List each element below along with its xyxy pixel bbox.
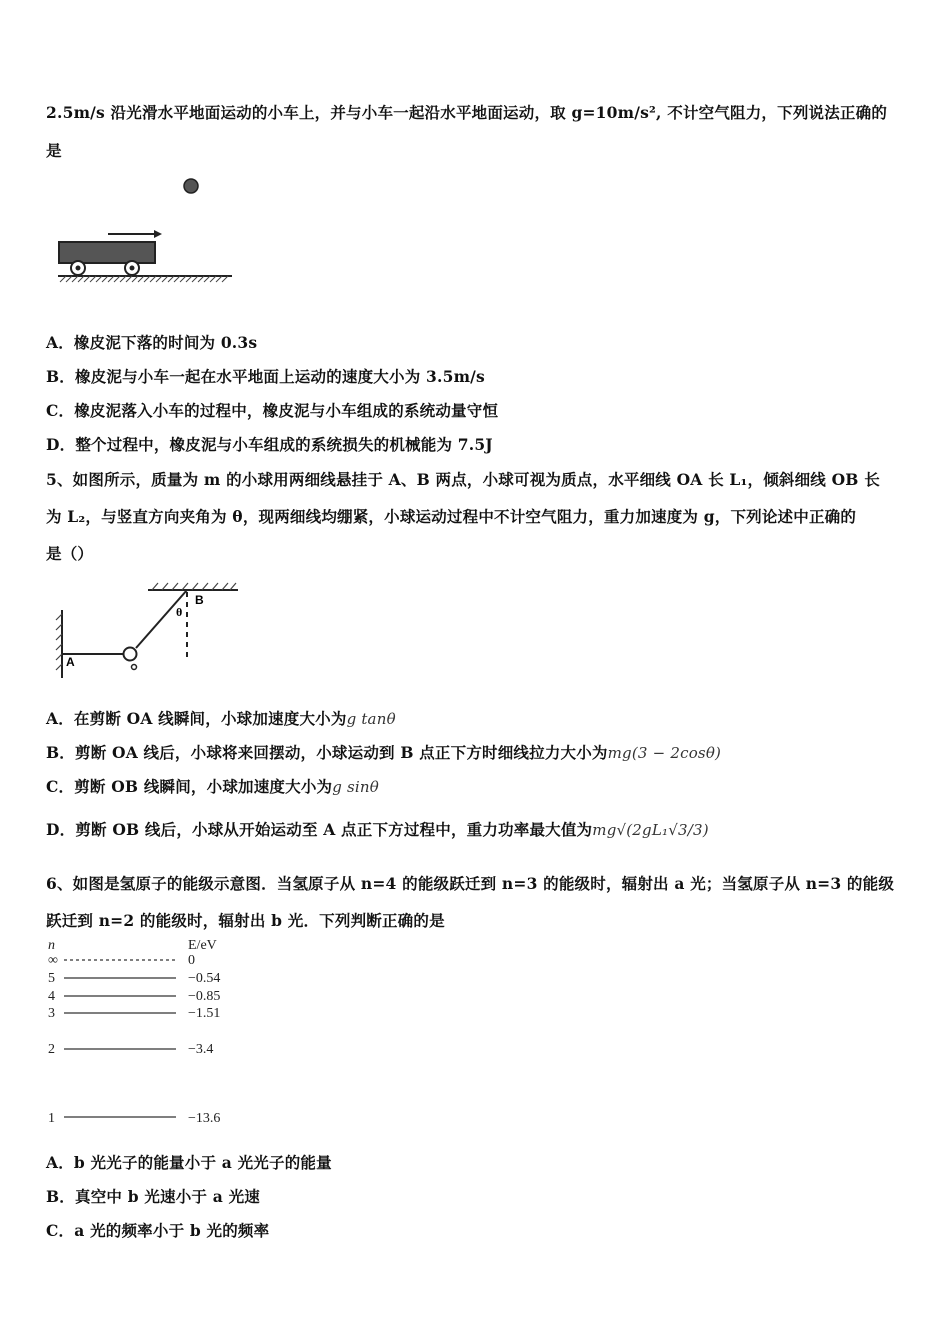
q5-option-b-math: mg(3 − 2cosθ) (607, 744, 722, 762)
q6-option-a: A．b 光光子的能量小于 a 光光子的能量 (46, 1153, 332, 1172)
diagram-n-label: n (48, 938, 55, 953)
q5-option-c-math: g sinθ (332, 778, 379, 796)
level-n-1: 1 (48, 1111, 55, 1126)
label-b: B (195, 593, 204, 607)
q5-line3: 是（） (46, 544, 94, 563)
level-e-4: −0.85 (188, 989, 221, 1004)
q6-option-c: C．a 光的频率小于 b 光的频率 (46, 1221, 270, 1240)
putty-ball (184, 179, 198, 193)
level-e-5: −0.54 (188, 971, 221, 986)
q4-option-c: C．橡皮泥落入小车的过程中，橡皮泥与小车组成的系统动量守恒 (46, 401, 499, 420)
diagram-e-label: E/eV (188, 938, 217, 953)
level-e-2: −3.4 (188, 1042, 214, 1057)
pendulum-figure (52, 580, 242, 682)
q4-option-a: A．橡皮泥下落的时间为 0.3s (46, 333, 258, 352)
q5-option-c: C．剪断 OB 线瞬间，小球加速度大小为g sinθ (46, 777, 379, 796)
energy-level-diagram (44, 936, 244, 1128)
label-a: A (66, 655, 75, 669)
arrow-head-icon (154, 230, 162, 238)
level-e-1: −13.6 (188, 1111, 221, 1126)
q6-option-b: B．真空中 b 光速小于 a 光速 (46, 1187, 260, 1206)
q6-line1: 6、如图是氢原子的能级示意图．当氢原子从 n=4 的能级跃迁到 n=3 的能级时，辐射出 a 光；当氢原子从 n=3 的能级 (46, 874, 895, 893)
level-n-3: 3 (48, 1006, 55, 1021)
level-n-2: 2 (48, 1042, 55, 1057)
q5-line1: 5、如图所示，质量为 m 的小球用两细线悬挂于 A、B 两点，小球可视为质点，水平细线 OA 长 L₁，倾斜细线 OB 长 (46, 470, 880, 489)
ball (124, 648, 137, 661)
level-n-inf: ∞ (48, 953, 58, 968)
level-n-4: 4 (48, 989, 55, 1004)
cart-body (59, 242, 155, 263)
q5-option-b: B．剪断 OA 线后，小球将来回摆动，小球运动到 B 点正下方时细线拉力大小为mg(3 − 2cosθ) (46, 743, 722, 762)
q4-option-d: D．整个过程中，橡皮泥与小车组成的系统损失的机械能为 7.5J (46, 435, 493, 454)
q5-line2: 为 L₂，与竖直方向夹角为 θ，现两细线均绷紧，小球运动过程中不计空气阻力，重力加速度为 g，下列论述中正确的 (46, 507, 857, 526)
string-ob (136, 590, 187, 648)
level-e-3: −1.51 (188, 1006, 221, 1021)
level-e-inf: 0 (188, 953, 195, 968)
q4-intro-line1: 2.5m/s 沿光滑水平地面运动的小车上，并与小车一起沿水平地面运动，取 g=10m/s², 不计空气阻力，下列说法正确的 (46, 103, 888, 122)
label-theta: θ (176, 605, 183, 619)
q5-option-a-math: g tanθ (346, 710, 396, 728)
level-n-5: 5 (48, 971, 55, 986)
q5-option-d: D．剪断 OB 线后，小球从开始运动至 A 点正下方过程中，重力功率最大值为mg√(2gL₁√3/3) (46, 820, 709, 839)
cart-figure (50, 172, 240, 290)
q5-option-a: A．在剪断 OA 线瞬间，小球加速度大小为g tanθ (46, 709, 396, 728)
q4-intro-line2: 是 (46, 141, 62, 160)
q5-option-d-math: mg√(2gL₁√3/3) (592, 821, 709, 839)
q4-option-b: B．橡皮泥与小车一起在水平地面上运动的速度大小为 3.5m/s (46, 367, 485, 386)
q6-line2: 跃迁到 n=2 的能级时，辐射出 b 光．下列判断正确的是 (46, 911, 445, 930)
